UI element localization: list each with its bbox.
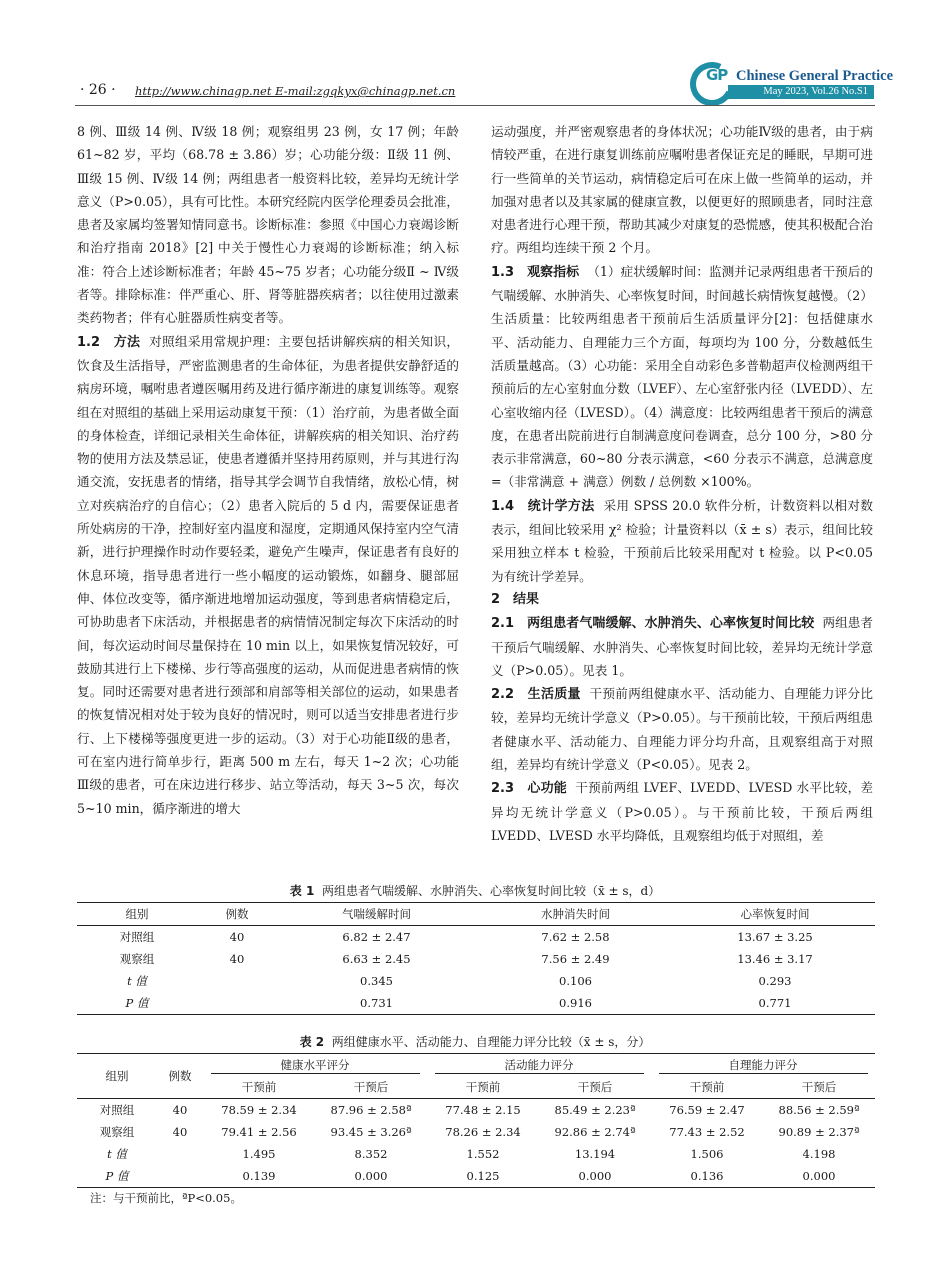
table-cell: 40 [229, 952, 245, 966]
table-row [77, 1099, 875, 1122]
table-cell [197, 970, 277, 992]
page-header [0, 0, 950, 110]
table-cell: 77.48 ± 2.15 [445, 1103, 521, 1117]
table-1-header: 水肿消失时间 [476, 903, 675, 926]
table-2-subheader: 干预前 [203, 1076, 315, 1099]
p-label [77, 1165, 157, 1188]
header-rule [75, 105, 875, 106]
table-cell: 对照组 [119, 930, 155, 944]
table-1-header: 心率恢复时间 [675, 903, 875, 926]
section-2-3-body: 干预前两组 LVEF、LVEDD、LVESD 水平比较，差异均无统计学意义（P>0.05）。与干预前比较，干预后两组 LVEDD、LVESD 水平均降低，且观察组均低于对照组，差 [491, 780, 873, 843]
table-2-group-header [651, 1054, 875, 1077]
table-cell: 0.125 [427, 1165, 539, 1188]
section-2-1-body: 两组患者干预后气喘缓解、水肿消失、心率恢复时间比较，差异均无统计学意义（P>0.05）。见表 1。 [491, 615, 874, 678]
table-2 [77, 1053, 875, 1188]
section-1-3-heading: 1.3 观察指标 [491, 264, 580, 280]
table-cell: 40 [172, 1125, 188, 1139]
table-2-caption-text: 两组健康水平、活动能力、自理能力评分比较（x̄ ± s，分） [331, 1035, 651, 1049]
table-2-label: 表 2 [299, 1035, 325, 1049]
table-row-t [77, 1143, 875, 1165]
table-2-subheader: 干预前 [427, 1076, 539, 1099]
table-cell: 0.139 [203, 1165, 315, 1188]
table-cell: 观察组 [119, 952, 155, 966]
table-cell: 76.59 ± 2.47 [669, 1103, 745, 1117]
p-label [77, 992, 197, 1015]
table-1-header: 例数 [197, 903, 277, 926]
table-2-caption [0, 1033, 950, 1050]
table-row-p [77, 1165, 875, 1188]
table-cell: 0.000 [315, 1165, 427, 1188]
table-2-header-row-1 [77, 1054, 875, 1077]
table-cell: 77.43 ± 2.52 [669, 1125, 745, 1139]
table-2-note: 注：与干预前比，ªP<0.05。 [90, 1191, 242, 1205]
section-1-2 [77, 330, 459, 820]
table-2-subheader: 干预后 [539, 1076, 651, 1099]
table-cell: 13.194 [574, 1147, 616, 1161]
section-1-2-heading: 1.2 方法 [77, 334, 141, 350]
table-cell [157, 1165, 203, 1188]
page-number: · 26 · [80, 82, 116, 98]
section-1-4 [491, 494, 873, 588]
table-1-caption [0, 882, 950, 899]
table-cell: 13.67 ± 3.25 [737, 930, 813, 944]
table-2-group-header [203, 1054, 427, 1077]
table-cell: 88.56 ± 2.59ª [778, 1103, 860, 1117]
section-2-1-heading: 2.1 两组患者气喘缓解、水肿消失、心率恢复时间比较 [491, 616, 815, 632]
section-2-3 [491, 776, 873, 847]
table-row-p [77, 992, 875, 1015]
table-cell: 0.106 [559, 974, 592, 988]
group-health: 健康水平评分 [211, 1057, 420, 1074]
table-row [77, 948, 875, 970]
section-2-2-heading: 2.2 生活质量 [491, 687, 581, 703]
t-label [77, 1143, 157, 1165]
table-cell: 观察组 [99, 1125, 135, 1139]
issue-line: May 2023, Vol.26 No.S1 [728, 85, 874, 99]
table-cell: 79.41 ± 2.56 [221, 1125, 297, 1139]
table-cell: 对照组 [99, 1103, 135, 1117]
table-cell: 0.000 [539, 1165, 651, 1188]
table-cell: 90.89 ± 2.37ª [778, 1125, 860, 1139]
table-cell: 7.56 ± 2.49 [541, 952, 610, 966]
table-2-subheader: 干预前 [651, 1076, 763, 1099]
t-label [77, 970, 197, 992]
table-2-group-header [427, 1054, 651, 1077]
table-cell: 0.136 [651, 1165, 763, 1188]
table-cell [197, 992, 277, 1015]
p-label-text: P 值 [105, 1169, 129, 1183]
section-2-3-heading: 2.3 心功能 [491, 781, 567, 797]
table-1-header: 气喘缓解时间 [277, 903, 476, 926]
table-1-label: 表 1 [289, 884, 315, 898]
section-2-2-body: 干预前两组健康水平、活动能力、自理能力评分比较，差异均无统计学意义（P>0.05）。与干预前比较，干预后两组患者健康水平、活动能力、自理能力评分均升高，且观察组高于对照组，差异均有统计学意义（P<0.05）。见表 2。 [491, 686, 874, 773]
section-1-4-body: 采用 SPSS 20.0 软件分析，计数资料以相对数表示，组间比较采用 χ² 检验；计量资料以（x̄ ± s）表示，组间比较采用独立样本 t 检验，干预前后比较采用配对 t 检验。以 P<0.05 为有统计学差异。 [491, 497, 873, 584]
table-cell: 87.96 ± 2.58ª [330, 1103, 412, 1117]
p-label-text: P 值 [125, 996, 149, 1010]
section-1-4-heading: 1.4 统计学方法 [491, 498, 595, 514]
group-selfcare: 自理能力评分 [659, 1057, 868, 1074]
table-cell: 13.46 ± 3.17 [737, 952, 813, 966]
table-cell: 7.62 ± 2.58 [541, 930, 610, 944]
logo-gp: GP [706, 66, 728, 84]
table-cell: 92.86 ± 2.74ª [554, 1125, 636, 1139]
table-cell: 93.45 ± 3.26ª [330, 1125, 412, 1139]
table-cell: 85.49 ± 2.23ª [554, 1103, 636, 1117]
section-1-2-body: 对照组采用常规护理：主要包括讲解疾病的相关知识，饮食及生活指导，严密监测患者的生命体征，为患者提供安静舒适的病房环境，嘱咐患者遵医嘱用药及进行循序渐进的康复训练等。观察组在对照组的基础上采用运动康复干预：（1）治疗前，为患者做全面的身体检查，详细记录相关生命体征，讲解疾病的相关知识、治疗药物的使用方法及禁忌证，使患者遵循并坚持用药原则，并与其进行沟通交流，安抚患者的情绪，指导其学会调节自我情绪，放松心情，树立对疾病治疗的自信心；（2）患者入院后的 5 d 内，需要保证患者所处病房的干净，控制好室内温度和湿度，定期通风保持室内空气清新，进行护理操作时动作要轻柔，避免产生噪声，保证患者有良好的休息环境，指导患者进行一些小幅度的运动锻炼，如翻身、腿部屈伸、体位改变等，循序渐进地增加运动强度，等到患者病情稳定后，可协助患者下床活动，并根据患者的病情情况制定每次下床活动的时间，每次运动时间尽量保持在 10 min 以上，如果恢复情况较好，可鼓励其进行上下楼梯、步行等高强度的运动，从而促进患者病情的恢复。同时还需要对患者进行颈部和肩部等相关部位的运动，如果患者的恢复情况相对处于较为良好的情况时，则可以适当安排患者进行步行、上下楼梯等强度更进一步的运动。（3）对于心功能Ⅱ级的患者，可在室内进行简单步行，距离 500 m 左右，每天 1~2 次；心功能Ⅲ级的患者，可在床边进行移步、站立等活动，每天 3~5 次，每次 5~10 min，循序渐进的增大 [77, 333, 460, 816]
paragraph-baseline: 8 例、Ⅲ级 14 例、Ⅳ级 18 例；观察组男 23 例，女 17 例；年龄 61~82 岁，平均（68.78 ± 3.86）岁；心功能分级：Ⅱ级 11 例、Ⅲ级 15 例、Ⅳ级 14 例；两组患者一般资料比较，差异均无统计学意义（P>0.05），具有可比性。本研究经院内医学伦理委员会批准，患者及家属均签署知情同意书。诊断标准：参照《中国心力衰竭诊断和治疗指南 2018》[2] 中关于慢性心力衰竭的诊断标准；纳入标准：符合上述诊断标准者；年龄 45~75 岁者；心功能分级Ⅱ ~ Ⅳ级者等。排除标准：伴严重心、肝、肾等脏器疾病者；以往使用过激素类药物者；伴有心脏器质性病变者等。 [77, 124, 459, 326]
table-2-header: 组别 [77, 1054, 157, 1099]
group-activity: 活动能力评分 [435, 1057, 644, 1074]
table-cell: 0.000 [763, 1165, 875, 1188]
section-1-3-body: （1）症状缓解时间：监测并记录两组患者干预后的气喘缓解、水肿消失、心率恢复时间，时间越长病情恢复越慢。（2）生活质量：比较两组患者干预前后生活质量评分[2]：包括健康水平、活动能力、自理能力三个方面，每项均为 100 分，分数越低生活质量越高。（3）心功能：采用全自动彩色多普勒超声仪检测两组干预前后的左心室射血分数（LVEF）、左心室舒张内径（LVEDD）、左心室收缩内径（LVESD）。（4）满意度：比较两组患者干预后的满意度，在患者出院前进行自制满意度问卷调查，总分 100 分，>80 分表示非常满意，60~80 分表示满意，<60 分表示不满意，总满意度 =（非常满意 + 满意）例数 / 总例数 ×100%。 [491, 263, 874, 490]
table-cell: 0.293 [758, 974, 792, 988]
table-cell: 78.26 ± 2.34 [445, 1125, 521, 1139]
t-label-text: t 值 [127, 974, 147, 988]
table-cell: 8.352 [354, 1147, 388, 1161]
table-row [77, 926, 875, 949]
table-cell: 1.495 [242, 1147, 276, 1161]
table-cell: 0.771 [675, 992, 875, 1015]
table-cell [157, 1143, 203, 1165]
table-cell: 78.59 ± 2.34 [221, 1103, 297, 1117]
table-cell: 6.82 ± 2.47 [342, 930, 411, 944]
table-2-header: 例数 [157, 1054, 203, 1099]
table-cell: 1.552 [466, 1147, 500, 1161]
section-2-2 [491, 682, 873, 776]
table-cell: 0.345 [360, 974, 393, 988]
table-1 [77, 902, 875, 1015]
journal-url[interactable]: http://www.chinagp.net E-mail:zgqkyx@chinagp.net.cn [135, 84, 456, 98]
table-row [77, 1121, 875, 1143]
section-2-1 [491, 611, 873, 682]
right-column [491, 120, 873, 847]
table-cell: 4.198 [802, 1147, 836, 1161]
table-cell: 40 [229, 930, 245, 944]
table-cell: 0.916 [476, 992, 675, 1015]
t-label-text: t 值 [107, 1147, 127, 1161]
paragraph-continuation: 运动强度，并严密观察患者的身体状况；心功能Ⅳ级的患者，由于病情较严重，在进行康复训练前应嘱咐患者保证充足的睡眠，早期可进行一些简单的关节运动，病情稳定后可在床上做一些简单的运动，并加强对患者以及其家属的健康宣教，以便更好的照顾患者，同时注意对患者进行心理干预，帮助其减少对康复的恐慌感，使其积极配合治疗。两组均连续干预 2 个月。 [491, 124, 873, 256]
section-1-3 [491, 260, 873, 494]
table-1-header-row [77, 903, 875, 926]
table-cell: 6.63 ± 2.45 [342, 952, 411, 966]
journal-logo-icon [684, 56, 740, 112]
table-1-caption-text: 两组患者气喘缓解、水肿消失、心率恢复时间比较（x̄ ± s，d） [321, 884, 661, 898]
table-cell: 0.731 [277, 992, 476, 1015]
table-1-header: 组别 [77, 903, 197, 926]
table-2-subheader: 干预后 [763, 1076, 875, 1099]
journal-title: Chinese General Practice [736, 68, 894, 84]
table-row-t [77, 970, 875, 992]
left-column [77, 120, 459, 820]
table-2-subheader: 干预后 [315, 1076, 427, 1099]
section-2-heading: 2 结果 [491, 591, 540, 607]
table-cell: 1.506 [690, 1147, 724, 1161]
table-cell: 40 [172, 1103, 188, 1117]
